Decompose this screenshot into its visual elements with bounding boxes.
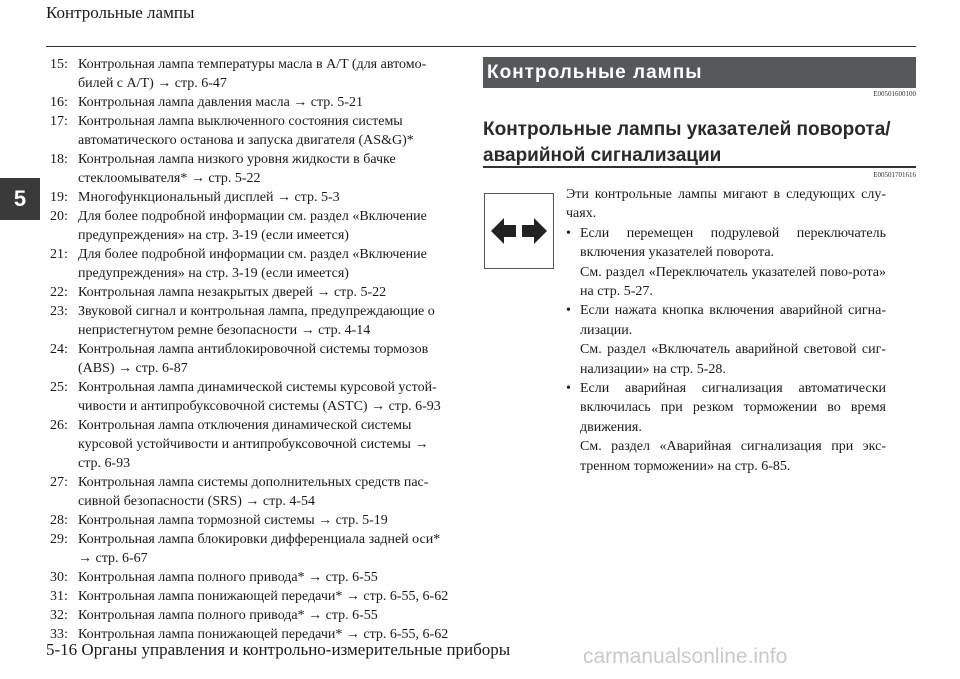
list-item	[50, 378, 450, 416]
watermark: carmanualsonline.info	[583, 645, 788, 668]
cross-reference: См. раздел «Включатель аварийной световой сиг-нализации» на стр. 5-28.	[580, 342, 886, 377]
item-number: 15:	[50, 57, 68, 72]
item-number: 28:	[50, 513, 68, 528]
list-item	[50, 283, 450, 302]
item-number: 29:	[50, 532, 68, 547]
item-text: Многофункциональный дисплей → стр. 5-3	[78, 190, 340, 205]
item-number: 31:	[50, 589, 68, 604]
item-text: Контрольная лампа блокировки дифференциала задней оси* → стр. 6-67	[78, 532, 441, 566]
item-text: Контрольная лампа низкого уровня жидкости в бачке стеклоомывателя* → стр. 5-22	[78, 152, 396, 186]
item-number: 26:	[50, 418, 68, 433]
item-number: 27:	[50, 475, 68, 490]
list-item	[50, 302, 450, 340]
list-item	[50, 93, 450, 112]
warning-lamp-list	[50, 55, 450, 644]
list-item	[50, 416, 450, 473]
item-number: 30:	[50, 570, 68, 585]
item-text: Контрольная лампа выключенного состояния системы автоматического останова и запуска двигателя (AS&G)*	[78, 114, 414, 148]
list-item	[50, 568, 450, 587]
intro-paragraph: Эти контрольные лампы мигают в следующих слу-чаях.	[566, 187, 886, 222]
item-text: Контрольная лампа понижающей передачи* → стр. 6-55, 6-62	[78, 589, 449, 604]
item-text: Контрольная лампа полного привода* → стр. 6-55	[78, 570, 378, 585]
item-number: 17:	[50, 114, 68, 129]
list-item	[50, 150, 450, 188]
item-text: Для более подробной информации см. раздел «Включение предупреждения» на стр. 3-19 (если имеется)	[78, 247, 427, 281]
list-item	[50, 606, 450, 625]
list-item	[50, 340, 450, 378]
subsection-code: E00501701616	[873, 171, 916, 179]
list-item	[50, 245, 450, 283]
item-number: 24:	[50, 342, 68, 357]
bullet-mark: •	[566, 225, 571, 241]
item-number: 23:	[50, 304, 68, 319]
cross-reference: См. раздел «Аварийная сигнализация при экс-тренном торможении» на стр. 6-85.	[580, 439, 886, 474]
turn-signal-arrows-graphic	[491, 216, 547, 246]
item-text: Контрольная лампа тормозной системы → стр. 5-19	[78, 513, 388, 528]
section-code: E00501600100	[873, 90, 916, 98]
chapter-tab[interactable]: 5	[0, 178, 40, 220]
bullet-text: Если перемещен подрулевой переключатель включения указателей поворота.	[580, 225, 886, 261]
item-number: 33:	[50, 627, 68, 642]
bullet-mark: •	[566, 303, 571, 319]
list-item	[50, 55, 450, 93]
bullet-mark: •	[566, 381, 571, 397]
turn-signal-arrows-icon	[484, 193, 554, 269]
item-number: 20:	[50, 209, 68, 224]
item-text: Контрольная лампа давления масла → стр. 5-21	[78, 95, 363, 110]
item-number: 18:	[50, 152, 68, 167]
item-text: Звуковой сигнал и контрольная лампа, предупреждающие о непристегнутом ремне безопасности → стр. 4-14	[78, 304, 435, 338]
page-header-title: Контрольные лампы	[46, 3, 195, 22]
list-item	[50, 207, 450, 245]
subsection-heading: Контрольные лампы указателей поворота/ аварийной сигнализации	[483, 119, 891, 166]
item-text: Контрольная лампа температуры масла в A/T (для автомо-билей с A/T) → стр. 6-47	[78, 57, 427, 91]
item-text: Контрольная лампа динамической системы курсовой устой-чивости и антипробуксовочной системы (ASTC) → стр. 6-93	[78, 380, 441, 414]
item-number: 21:	[50, 247, 68, 262]
list-item	[566, 379, 886, 437]
item-number: 25:	[50, 380, 68, 395]
item-text: Контрольная лампа отключения динамической системы курсовой устойчивости и антипробуксовочной системы → стр. 6-93	[78, 418, 429, 471]
list-item	[50, 473, 450, 511]
turn-signal-description	[566, 185, 886, 476]
cross-reference: См. раздел «Переключатель указателей пово-рота» на стр. 5-27.	[580, 264, 886, 300]
list-item	[50, 112, 450, 150]
item-text: Контрольная лампа антиблокировочной системы тормозов (ABS) → стр. 6-87	[78, 342, 429, 376]
item-text: Контрольная лампа понижающей передачи* → стр. 6-55, 6-62	[78, 627, 449, 642]
list-item	[50, 511, 450, 530]
list-item	[566, 224, 886, 263]
item-number: 32:	[50, 608, 68, 623]
item-number: 19:	[50, 190, 68, 205]
header-divider	[46, 46, 916, 47]
section-title-bar: Контрольные лампы	[483, 57, 916, 88]
list-item	[566, 301, 886, 340]
subsection-divider	[483, 166, 916, 168]
page-footer: 5-16 Органы управления и контрольно-измерительные приборы	[46, 640, 511, 659]
list-item	[50, 587, 450, 606]
bullet-text: Если аварийная сигнализация автоматически включилась при резком торможении во время движения.	[580, 381, 886, 435]
item-text: Контрольная лампа незакрытых дверей → стр. 5-22	[78, 285, 387, 300]
item-number: 16:	[50, 95, 68, 110]
bullet-text: Если нажата кнопка включения аварийной сигна-лизации.	[580, 303, 886, 338]
item-text: Для более подробной информации см. раздел «Включение предупреждения» на стр. 3-19 (если имеется)	[78, 209, 427, 243]
item-number: 22:	[50, 285, 68, 300]
list-item	[50, 188, 450, 207]
item-text: Контрольная лампа системы дополнительных средств пас-сивной безопасности (SRS) → стр. 4-54	[78, 475, 429, 509]
item-text: Контрольная лампа полного привода* → стр. 6-55	[78, 608, 378, 623]
list-item	[50, 530, 450, 568]
